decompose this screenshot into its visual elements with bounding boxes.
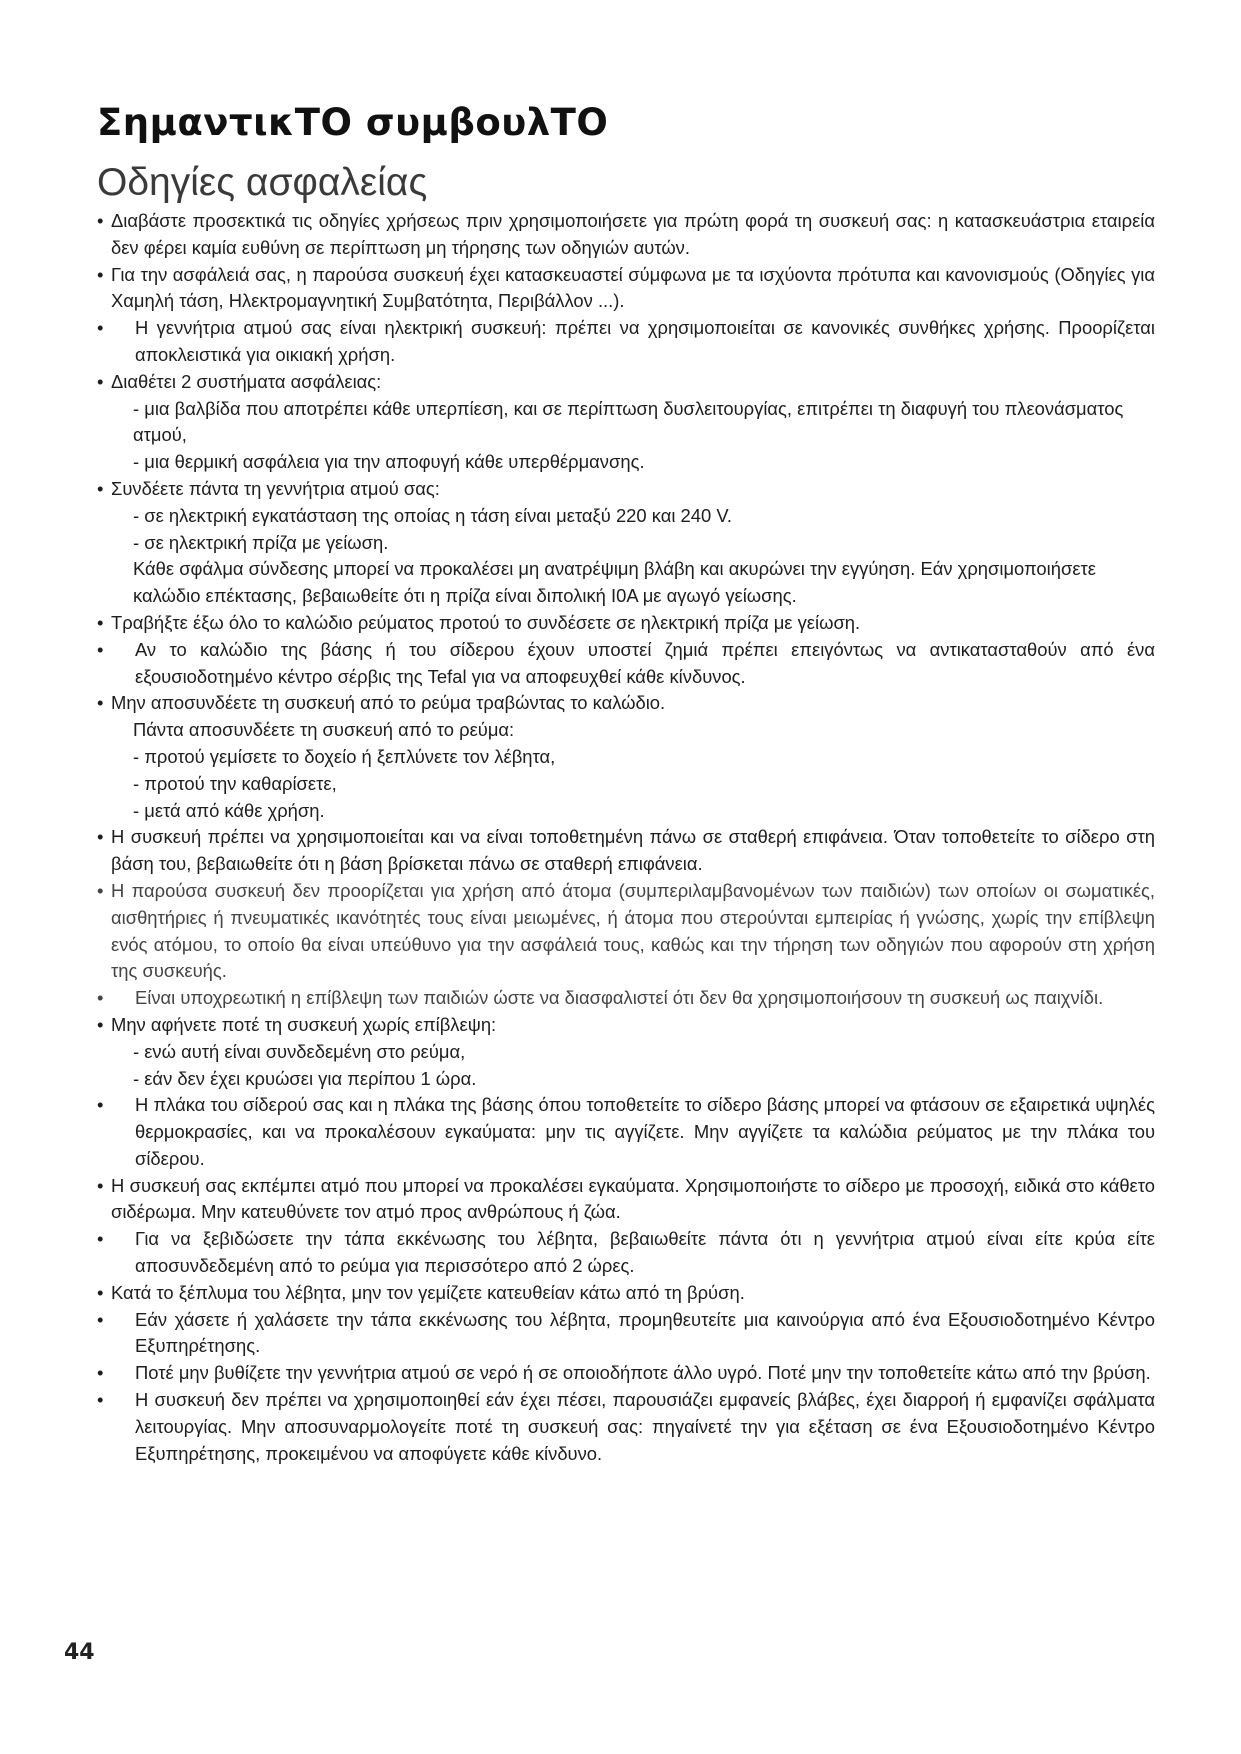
page-title: ΣημαντικΤΟ συμβουλΤΟ xyxy=(97,101,609,144)
bullet-icon: • xyxy=(97,692,104,714)
list-item-text: Μην αποσυνδέετε τη συσκευή από το ρεύμα τραβώντας το καλώδιο. xyxy=(111,692,666,714)
page-content xyxy=(97,100,1155,1467)
list-item xyxy=(97,476,1155,610)
list-item-text: Εάν χάσετε ή χαλάσετε την τάπα εκκένωσης του λέβητα, προμηθευτείτε μια καινούργια από ένα Εξουσιοδοτημένο Κέντρο Εξυπηρέτησης. xyxy=(135,1308,1155,1357)
list-item-text: Για να ξεβιδώσετε την τάπα εκκένωσης του λέβητα, βεβαιωθείτε πάντα ότι η γεννήτρια ατμού είναι είτε κρύα είτε αποσυνδεδεμένη από το ρεύμα για περισσότερο από 2 ώρες. xyxy=(135,1228,1155,1277)
list-item xyxy=(97,637,1155,691)
list-item xyxy=(97,1360,1155,1387)
bullet-icon: • xyxy=(97,370,104,392)
list-item xyxy=(97,1307,1155,1361)
list-item-text: Κατά το ξέπλυμα του λέβητα, μην τον γεμίζετε κατευθείαν κάτω από τη βρύση. xyxy=(111,1281,745,1303)
sub-item: - εάν δεν έχει κρυώσει για περίπου 1 ώρα. xyxy=(133,1067,477,1089)
bullet-icon: • xyxy=(97,1362,104,1384)
list-item-text: Για την ασφάλειά σας, η παρούσα συσκευή έχει κατασκευαστεί σύμφωνα με τα ισχύοντα πρότυπα και κανονισμούς (Οδηγίες για Χαμηλή τάση, Ηλεκτρομαγνητική Συμβατότητα, Περιβάλλον ...). xyxy=(111,263,1155,312)
sub-item: - μια βαλβίδα που αποτρέπει κάθε υπερπίεση, και σε περίπτωση δυσλειτουργίας, επιτρέπει τη διαφυγή του πλεονάσματος ατμού, xyxy=(133,397,1124,446)
bullet-icon: • xyxy=(97,611,104,633)
list-item-text: Συνδέετε πάντα τη γεννήτρια ατμού σας: xyxy=(111,477,440,499)
sub-item: - προτού την καθαρίσετε, xyxy=(133,772,337,794)
bullet-icon: • xyxy=(97,1308,104,1330)
bullet-icon: • xyxy=(97,1094,104,1116)
list-item xyxy=(97,1173,1155,1227)
list-item xyxy=(97,1387,1155,1467)
bullet-icon: • xyxy=(97,317,104,339)
list-item xyxy=(97,1226,1155,1280)
bullet-icon: • xyxy=(97,826,104,848)
list-item-text: Η συσκευή πρέπει να χρησιμοποιείται και να είναι τοποθετημένη πάνω σε σταθερή επιφάνεια. Όταν τοποθετείτε το σίδερο στη βάση του, βεβαιωθείτε ότι η βάση βρίσκεται πάνω σε σταθερή επιφάνεια. xyxy=(111,826,1155,875)
list-item-text: Η πλάκα του σίδερού σας και η πλάκα της βάσης όπου τοποθετείτε το σίδερο βάσης μπορεί να φτάσουν σε εξαιρετικά υψηλές θερμοκρασίες, και να προκαλέσουν εγκαύματα: μην τις αγγίζετε. Μην αγγίζετε τα καλώδια ρεύματος με την πλάκα του σίδερου. xyxy=(135,1094,1155,1169)
sub-item: - σε ηλεκτρική εγκατάσταση της οποίας η τάση είναι μεταξύ 220 και 240 V. xyxy=(133,504,733,526)
bullet-icon: • xyxy=(97,1281,104,1303)
bullet-icon: • xyxy=(97,1228,104,1250)
bullet-icon: • xyxy=(97,638,104,660)
sub-item: - σε ηλεκτρική πρίζα με γείωση. xyxy=(133,531,389,553)
bullet-icon: • xyxy=(97,879,104,901)
list-item-note: Πάντα αποσυνδέετε τη συσκευή από το ρεύμα: xyxy=(133,719,515,741)
page-number: 44 xyxy=(64,1640,95,1665)
list-item-text: Η γεννήτρια ατμού σας είναι ηλεκτρική συσκευή: πρέπει να χρησιμοποιείται σε κανονικές συνθήκες χρήσης. Προορίζεται αποκλειστικά για οικιακή χρήση. xyxy=(135,317,1155,365)
safety-instructions-list xyxy=(97,208,1155,1467)
bullet-icon: • xyxy=(97,477,104,499)
list-item-text: Η παρούσα συσκευή δεν προορίζεται για χρήση από άτομα (συμπεριλαμβανομένων των παιδιών) των οποίων οι σωματικές, αισθητήριες ή πνευματικές ικανότητές τους είναι μειωμένες, ή άτομα που στερούνται εμπειρίας ή γνώσης, χωρίς την επίβλεψη ενός ατόμου, το οποίο θα είναι υπεύθυνο για την ασφάλειά τους, καθώς και την τήρηση των οδηγιών που αφορούν στη χρήση της συσκευής. xyxy=(111,879,1155,982)
list-item xyxy=(97,878,1155,985)
list-item xyxy=(97,369,1155,476)
list-item xyxy=(97,824,1155,878)
sub-item: - προτού γεμίσετε το δοχείο ή ξεπλύνετε τον λέβητα, xyxy=(133,745,556,767)
list-item xyxy=(97,985,1155,1012)
sub-item: - μετά από κάθε χρήση. xyxy=(133,799,325,821)
list-item-text: Ποτέ μην βυθίζετε την γεννήτρια ατμού σε νερό ή σε οποιοδήποτε άλλο υγρό. Ποτέ μην την τοποθετείτε κάτω από την βρύση. xyxy=(135,1362,1151,1384)
list-item xyxy=(97,610,1155,637)
list-item-text: Είναι υποχρεωτική η επίβλεψη των παιδιών ώστε να διασφαλιστεί ότι δεν θα χρησιμοποιήσουν τη συσκευή ως παιχνίδι. xyxy=(135,987,1104,1009)
bullet-icon: • xyxy=(97,1013,104,1035)
bullet-icon: • xyxy=(97,263,104,285)
list-item-text: Τραβήξτε έξω όλο το καλώδιο ρεύματος προτού το συνδέσετε σε ηλεκτρική πρίζα με γείωση. xyxy=(111,611,861,633)
sub-item: - μια θερμική ασφάλεια για την αποφυγή κάθε υπερθέρμανσης. xyxy=(133,451,645,473)
list-item xyxy=(97,690,1155,824)
list-item-text: Διαθέτει 2 συστήματα ασφάλειας: xyxy=(111,370,382,392)
list-item-text: Η συσκευή δεν πρέπει να χρησιμοποιηθεί εάν έχει πέσει, παρουσιάζει εμφανείς βλάβες, έχει διαρροή ή εμφανίζει σφάλματα λειτουργίας. Μην αποσυναρμολογείτε ποτέ τη συσκευή σας: πηγαίνετέ την για εξέταση σε ένα Εξουσιοδοτημένο Κέντρο Εξυπηρέτησης, προκειμένου να αποφύγετε κάθε κίνδυνο. xyxy=(135,1389,1155,1464)
list-item xyxy=(97,1012,1155,1092)
list-item-text: Διαβάστε προσεκτικά τις οδηγίες χρήσεως πριν χρησιμοποιήσετε για πρώτη φορά τη συσκευή σας: η κατασκευάστρια εταιρεία δεν φέρει καμία ευθύνη σε περίπτωση μη τήρησης των οδηγιών αυτών. xyxy=(111,210,1155,258)
bullet-icon: • xyxy=(97,1174,104,1196)
list-item xyxy=(97,262,1155,316)
list-item-text: Αν το καλώδιο της βάσης ή του σίδερου έχουν υποστεί ζημιά πρέπει επειγόντως να αντικατασταθούν από ένα εξουσιοδοτημένο κέντρο σέρβις της Tefal για να αποφευχθεί κάθε κίνδυνος. xyxy=(135,638,1155,687)
list-item xyxy=(97,1092,1155,1172)
list-item-text: Η συσκευή σας εκπέμπει ατμό που μπορεί να προκαλέσει εγκαύματα. Χρησιμοποιήστε το σίδερο με προσοχή, ειδικά στο κάθετο σιδέρωμα. Μην κατευθύνετε τον ατμό προς ανθρώπους ή ζώα. xyxy=(111,1174,1155,1223)
list-item xyxy=(97,208,1155,262)
bullet-icon: • xyxy=(97,1389,104,1411)
bullet-icon: • xyxy=(97,210,104,231)
list-item-note: Κάθε σφάλμα σύνδεσης μπορεί να προκαλέσει μη ανατρέψιμη βλάβη και ακυρώνει την εγγύηση. Εάν χρησιμοποιήσετε καλώδιο επέκτασης, βεβαιωθείτε ότι η πρίζα είναι διπολική I0A με αγωγό γείωσης. xyxy=(133,558,1096,607)
bullet-icon: • xyxy=(97,987,104,1009)
section-subtitle: Οδηγίες ασφαλείας xyxy=(97,161,428,204)
sub-item: - ενώ αυτή είναι συνδεδεμένη στο ρεύμα, xyxy=(133,1040,466,1062)
list-item-text: Μην αφήνετε ποτέ τη συσκευή χωρίς επίβλεψη: xyxy=(111,1013,497,1035)
list-item xyxy=(97,315,1155,369)
list-item xyxy=(97,1280,1155,1307)
